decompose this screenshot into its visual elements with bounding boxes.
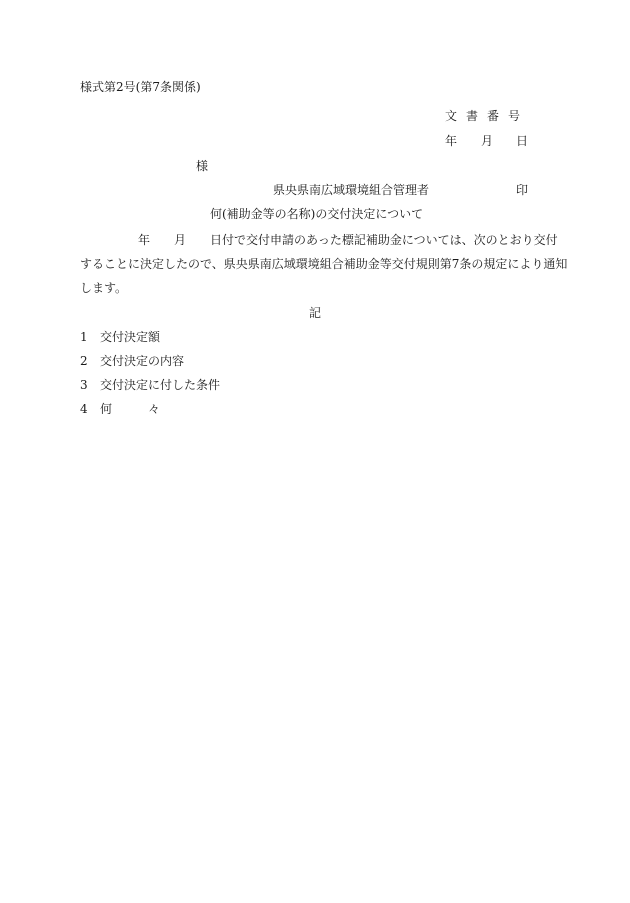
date-month: 月 (481, 134, 494, 148)
form-label: 様式第2号(第7条関係) (80, 80, 201, 94)
ki-heading: 記 (309, 306, 322, 320)
item-number: 1 (80, 330, 88, 344)
body-line-1: 日付で交付申請のあった標記補助金については、次のとおり交付 (210, 233, 558, 247)
item-text: 何 々 (100, 402, 161, 416)
item-text: 交付決定の内容 (100, 354, 185, 368)
item-number: 3 (80, 378, 88, 392)
body-month: 月 (174, 233, 187, 247)
issuer-name: 県央県南広域環境組合管理者 (273, 183, 430, 197)
document-number-label: 文書番号 (445, 109, 530, 123)
date-year: 年 (445, 134, 458, 148)
item-number: 2 (80, 354, 88, 368)
subject-title: 何(補助金等の名称)の交付決定について (210, 207, 424, 221)
body-line-3: します。 (80, 281, 128, 295)
list-item (80, 329, 160, 345)
seal-mark: 印 (516, 183, 529, 197)
body-year: 年 (138, 233, 151, 247)
item-number: 4 (80, 402, 88, 416)
item-text: 交付決定に付した条件 (100, 378, 221, 392)
body-line-2: することに決定したので、県央県南広域環境組合補助金等交付規則第7条の規定により通知 (80, 257, 568, 271)
list-item (80, 353, 184, 369)
list-item (80, 401, 160, 417)
list-item (80, 377, 220, 393)
date-day: 日 (516, 134, 529, 148)
item-text: 交付決定額 (100, 330, 161, 344)
recipient-suffix: 様 (196, 159, 209, 173)
